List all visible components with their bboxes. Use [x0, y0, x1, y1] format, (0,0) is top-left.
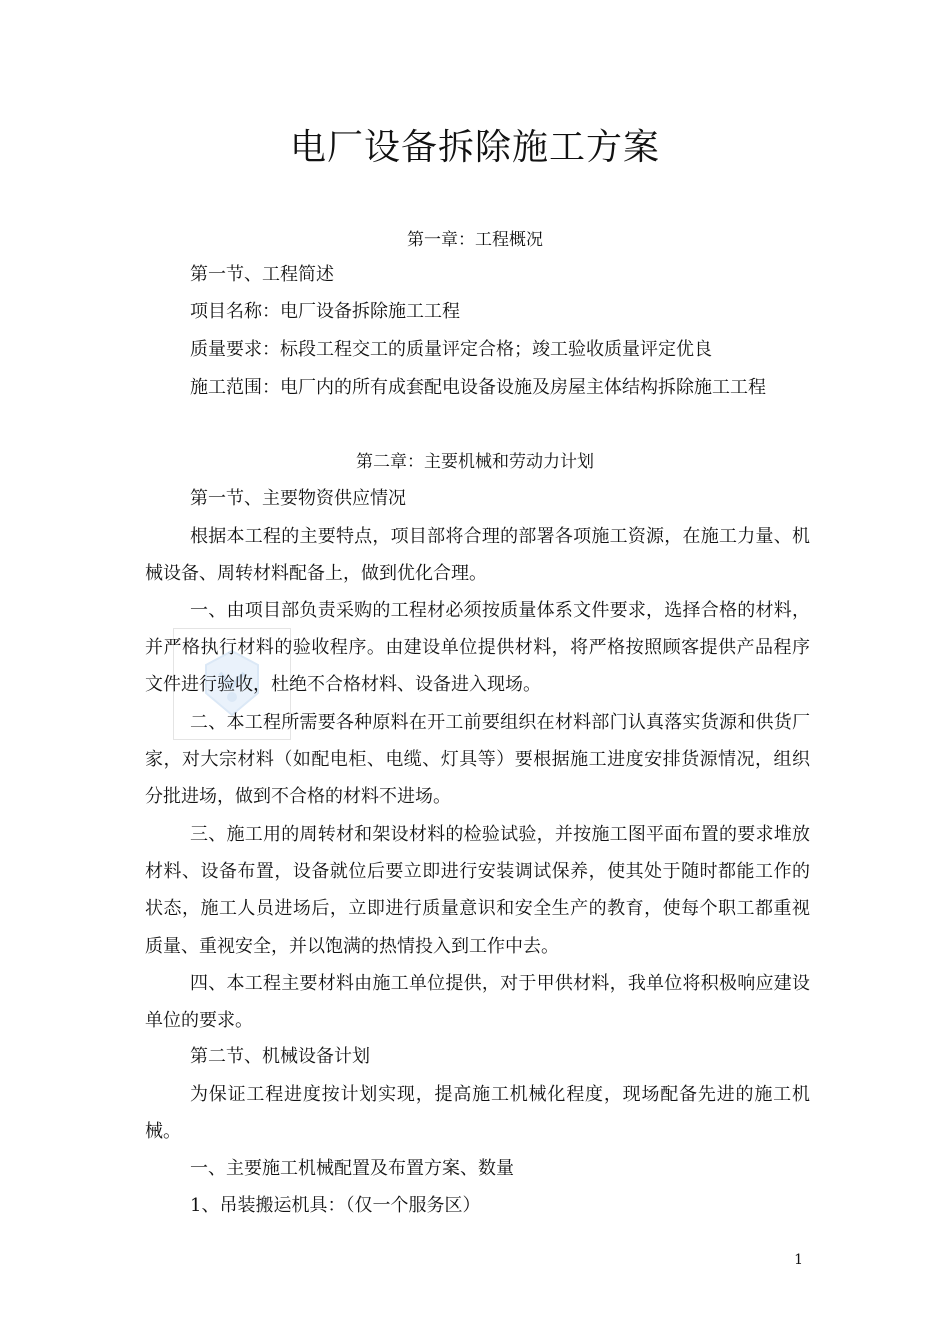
chapter-1-section-1: 第一节、工程简述	[190, 264, 334, 285]
paragraph-intro: 根据本工程的主要特点，项目部将合理的部署各项施工资源，在施工力量、机械设备、周转材料配备上，做到优化合理。	[145, 526, 810, 585]
paragraph-item-3: 三、施工用的周转材和架设材料的检验试验，并按施工图平面布置的要求堆放材料、设备布置，设备就位后要立即进行安装调试保养，使其处于随时都能工作的状态，施工人员进场后，立即进行质量意识和安全生产的教育，使每个职工都重视质量、重视安全，并以饱满的热情投入到工作中去。	[145, 824, 810, 957]
document-title: 电厂设备拆除施工方案	[289, 127, 660, 168]
project-name-line: 项目名称：电厂设备拆除施工工程	[190, 301, 460, 322]
page-number: 1	[794, 1252, 803, 1268]
chapter-2-section-1: 第一节、主要物资供应情况	[190, 488, 406, 509]
paragraph-item-4: 四、本工程主要材料由施工单位提供，对于甲供材料，我单位将积极响应建设单位的要求。	[145, 973, 810, 1032]
chapter-2-section-2: 第二节、机械设备计划	[190, 1046, 370, 1067]
chapter-2-heading: 第二章：主要机械和劳动力计划	[356, 452, 594, 472]
paragraph-item-2: 二、本工程所需要各种原料在开工前要组织在材料部门认真落实货源和供货厂家，对大宗材料（如配电柜、电缆、灯具等）要根据施工进度安排货源情况，组织分批进场，做到不合格的材料不进场。	[145, 712, 810, 808]
paragraph-machinery: 为保证工程进度按计划实现，提高施工机械化程度，现场配备先进的施工机械。	[145, 1084, 810, 1143]
quality-requirement-line: 质量要求：标段工程交工的质量评定合格；竣工验收质量评定优良	[190, 339, 712, 360]
machinery-item-1-1: 1、吊装搬运机具：（仅一个服务区）	[190, 1195, 481, 1216]
machinery-item-1: 一、主要施工机械配置及布置方案、数量	[190, 1158, 514, 1179]
chapter-1-heading: 第一章：工程概况	[407, 230, 543, 250]
construction-scope-line: 施工范围：电厂内的所有成套配电设备设施及房屋主体结构拆除施工工程	[190, 377, 766, 398]
paragraph-item-1: 一、由项目部负责采购的工程材必须按质量体系文件要求，选择合格的材料，并严格执行材料的验收程序。由建设单位提供材料，将严格按照顾客提供产品程序文件进行验收，杜绝不合格材料、设备进入现场。	[145, 600, 810, 696]
